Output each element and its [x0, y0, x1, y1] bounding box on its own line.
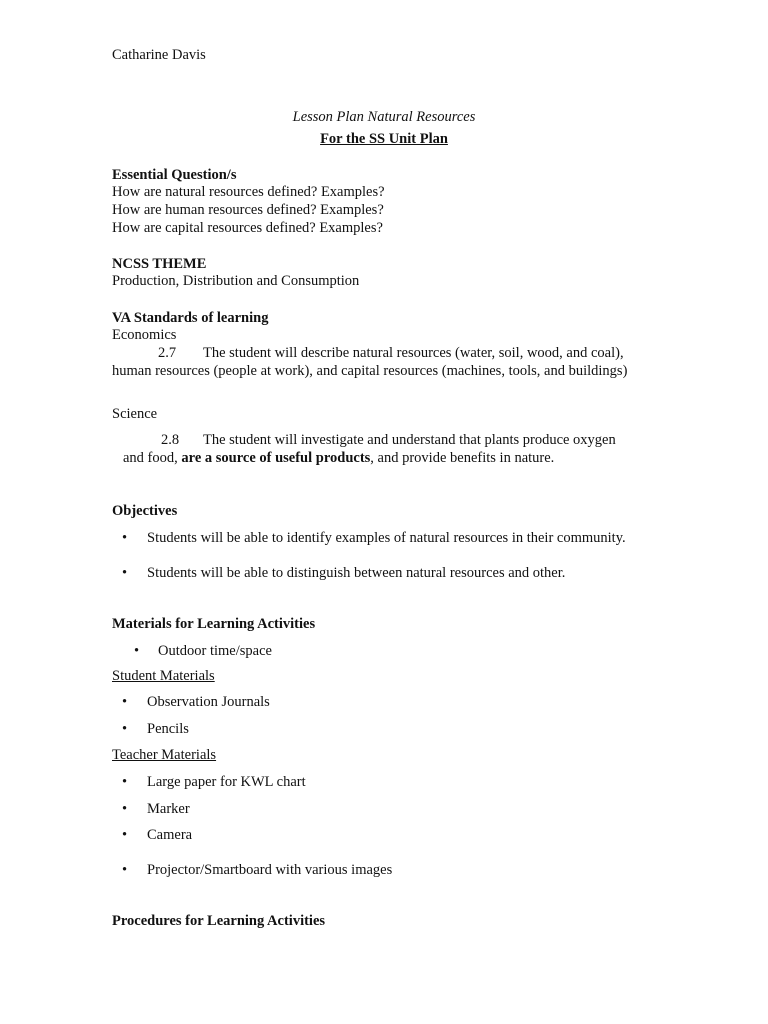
essential-question: How are human resources defined? Examples?: [112, 202, 384, 218]
teacher-material-item: Projector/Smartboard with various images: [147, 862, 393, 878]
teacher-material-item: Camera: [147, 827, 193, 843]
essential-question: How are capital resources defined? Examples?: [112, 220, 383, 236]
bullet-icon: •: [122, 694, 128, 710]
bullet-icon: •: [122, 530, 128, 546]
teacher-materials-heading: Teacher Materials: [112, 747, 217, 763]
bullet-icon: •: [122, 565, 128, 581]
science-emphasis: are a source of useful products: [181, 450, 371, 466]
material-item: Outdoor time/space: [158, 643, 272, 659]
author-name: Catharine Davis: [112, 47, 206, 63]
objective-item: Students will be able to identify examples of natural resources in their community.: [147, 530, 626, 546]
ncss-theme-heading: NCSS THEME: [112, 256, 207, 272]
bullet-icon: •: [122, 801, 128, 817]
document-subtitle: For the SS Unit Plan: [320, 131, 448, 147]
bullet-icon: •: [122, 827, 128, 843]
ncss-theme-text: Production, Distribution and Consumption: [112, 273, 360, 289]
bullet-icon: •: [122, 721, 128, 737]
document-title: Lesson Plan Natural Resources: [292, 109, 476, 125]
va-standards-heading: VA Standards of learning: [112, 310, 269, 326]
bullet-icon: •: [122, 774, 128, 790]
economics-label: Economics: [112, 327, 177, 343]
teacher-material-item: Marker: [147, 801, 190, 817]
science-standard-text-cont: and food, are a source of useful products, and provide benefits in nature.: [123, 450, 555, 466]
student-material-item: Observation Journals: [147, 694, 270, 710]
objectives-heading: Objectives: [112, 503, 178, 519]
teacher-material-item: Large paper for KWL chart: [147, 774, 306, 790]
essential-questions-heading: Essential Question/s: [112, 167, 237, 183]
procedures-heading: Procedures for Learning Activities: [112, 913, 326, 929]
economics-standard-text: The student will describe natural resources (water, soil, wood, and coal),: [203, 345, 624, 361]
materials-heading: Materials for Learning Activities: [112, 616, 316, 632]
science-label: Science: [112, 406, 158, 422]
bullet-icon: •: [134, 643, 140, 659]
student-material-item: Pencils: [147, 721, 189, 737]
objective-item: Students will be able to distinguish between natural resources and other.: [147, 565, 566, 581]
bullet-icon: •: [122, 862, 128, 878]
essential-question: How are natural resources defined? Examples?: [112, 184, 385, 200]
science-standard-number: 2.8: [161, 432, 180, 448]
economics-standard-text-cont: human resources (people at work), and capital resources (machines, tools, and buildings): [112, 363, 628, 379]
economics-standard-number: 2.7: [158, 345, 177, 361]
student-materials-heading: Student Materials: [112, 668, 215, 684]
science-standard-text: The student will investigate and understand that plants produce oxygen: [203, 432, 616, 448]
